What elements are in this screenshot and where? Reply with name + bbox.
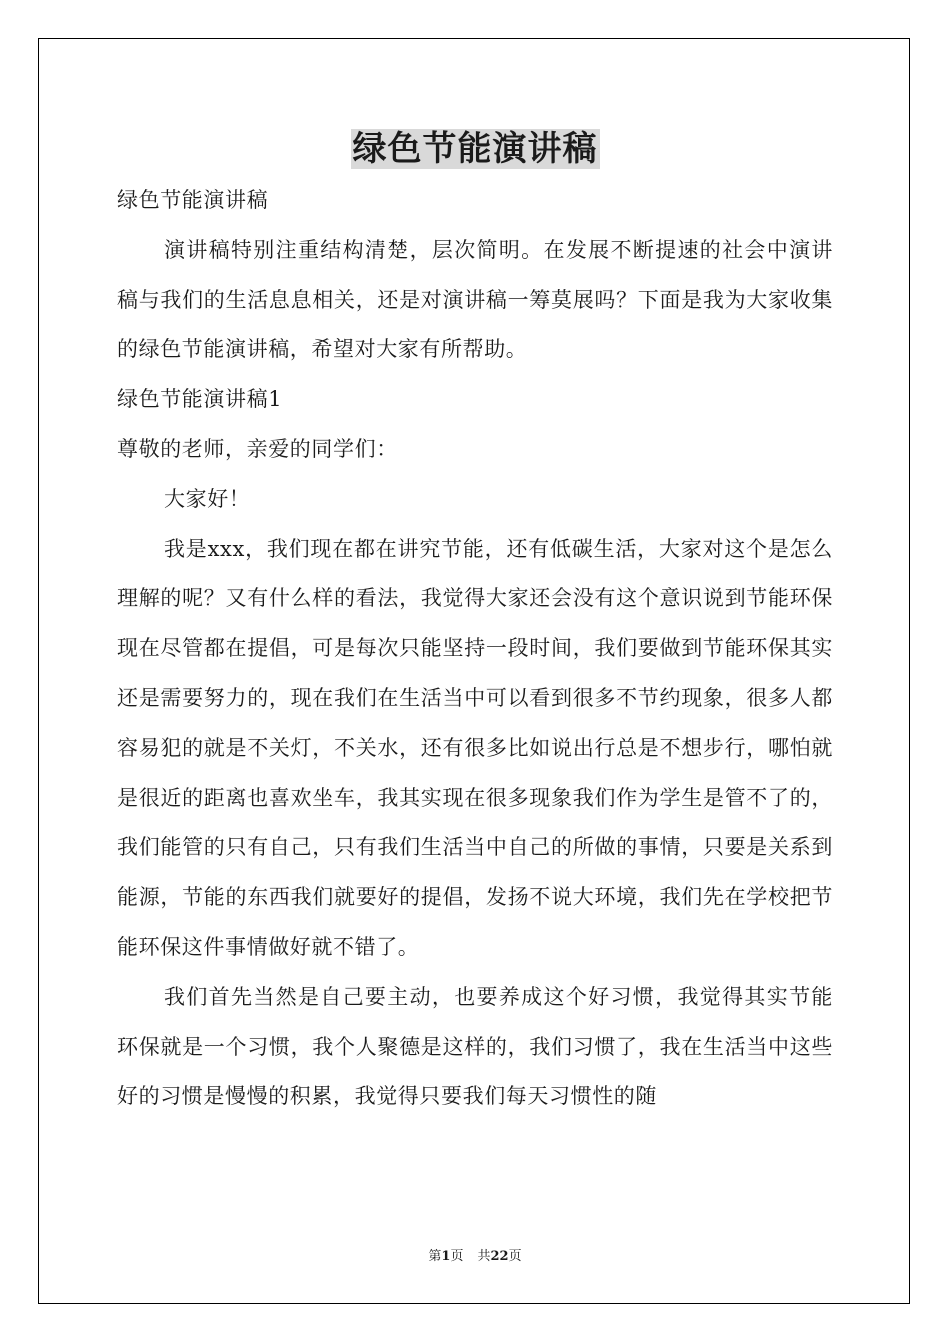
- page-prefix: 第: [428, 1249, 442, 1264]
- paragraph-intro: 演讲稿特别注重结构清楚，层次简明。在发展不断提速的社会中演讲稿与我们的生活息息相关，还是对演讲稿一筹莫展吗？下面是我为大家收集的绿色节能演讲稿，希望对大家有所帮助。: [117, 237, 833, 362]
- total-prefix: 共: [477, 1249, 491, 1264]
- paragraph-section-heading: 绿色节能演讲稿1: [117, 387, 283, 412]
- document-body: [117, 176, 833, 1122]
- paragraph-greeting: 大家好！: [164, 486, 251, 511]
- page-number: 1: [441, 1249, 451, 1264]
- page-suffix: 页: [450, 1249, 464, 1264]
- paragraph-body-2: 我们首先当然是自己要主动，也要养成这个好习惯，我觉得其实节能环保就是一个习惯，我个人聚德是这样的，我们习惯了，我在生活当中这些好的习惯是慢慢的积累，我觉得只要我们每天习惯性的随: [117, 984, 833, 1109]
- document-title: [0, 126, 950, 172]
- paragraph-subtitle: 绿色节能演讲稿: [117, 188, 269, 212]
- paragraph-body-1: 我是xxx，我们现在都在讲究节能，还有低碳生活，大家对这个是怎么理解的呢？又有什么样的看法，我觉得大家还会没有这个意识说到节能环保现在尽管都在提倡，可是每次只能坚持一段时间，我们要做到节能环保其实还是需要努力的，现在我们在生活当中可以看到很多不节约现象，很多人都容易犯的就是不关灯，不关水，还有很多比如说出行总是不想步行，哪怕就是很近的距离也喜欢坐车，我其实现在很多现象我们作为学生是管不了的，我们能管的只有自己，只有我们生活当中自己的所做的事情，只要是关系到能源，节能的东西我们就要好的提倡，发扬不说大环境，我们先在学校把节能环保这件事情做好就不错了。: [117, 536, 833, 959]
- document-title-text: 绿色节能演讲稿: [352, 129, 598, 169]
- paragraph-salutation: 尊敬的老师，亲爱的同学们：: [117, 436, 398, 461]
- page-footer: [0, 1248, 950, 1266]
- total-suffix: 页: [508, 1249, 522, 1264]
- total-pages: 22: [490, 1249, 509, 1264]
